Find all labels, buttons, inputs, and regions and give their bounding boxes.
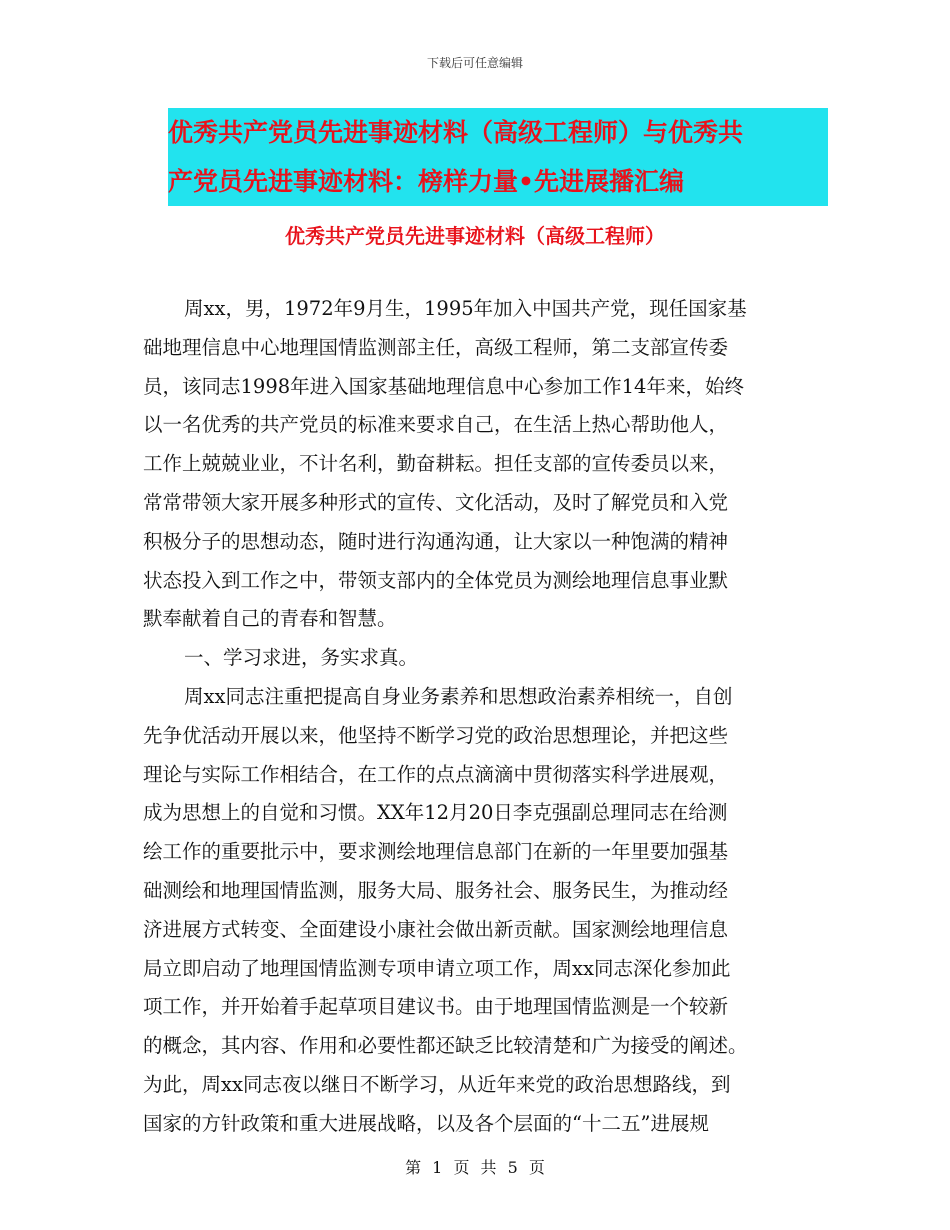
paragraph-line: 默奉献着自己的青春和智慧。 (143, 607, 397, 631)
paragraph-line: 局立即启动了地理国情监测专项申请立项工作，周xx同志深化参加此 (143, 956, 731, 980)
paragraph (143, 290, 813, 639)
paragraph-line: 项工作，并开始着手起草项目建议书。由于地理国情监测是一个较新 (143, 995, 729, 1019)
paragraph-line: 员，该同志1998年进入国家基础地理信息中心参加工作14年来，始终 (143, 374, 744, 398)
title-line-1: 优秀共产党员先进事迹材料（高级工程师）与优秀共 (168, 118, 744, 147)
paragraph (143, 639, 813, 678)
page-footer: 第 1 页 共 5 页 (405, 1158, 545, 1177)
paragraph-line: 周xx同志注重把提高自身业务素养和思想政治素养相统一，自创 (184, 684, 733, 708)
section-heading: 优秀共产党员先进事迹材料（高级工程师） (285, 224, 665, 248)
paragraph-line: 先争优活动开展以来，他坚持不断学习党的政治思想理论，并把这些 (143, 723, 729, 747)
paragraph-line: 一、学习求进，务实求真。 (184, 646, 419, 670)
paragraph-line: 周xx，男，1972年9月生，1995年加入中国共产党，现任国家基 (184, 297, 747, 320)
document-title (168, 108, 828, 206)
paragraph (143, 678, 813, 1144)
paragraph-line: 工作上兢兢业业，不计名利，勤奋耕耘。担任支部的宣传委员以来， (143, 452, 729, 476)
body-text (143, 290, 813, 1144)
paragraph-line: 成为思想上的自觉和习惯。XX年12月20日李克强副总理同志在给测 (143, 801, 728, 825)
paragraph-line: 绘工作的重要批示中，要求测绘地理信息部门在新的一年里要加强基 (143, 840, 729, 864)
paragraph-line: 常常带领大家开展多种形式的宣传、文化活动，及时了解党员和入党 (143, 490, 729, 514)
paragraph-line: 础地理信息中心地理国情监测部主任，高级工程师，第二支部宣传委 (143, 335, 729, 359)
paragraph-line: 状态投入到工作之中，带领支部内的全体党员为测绘地理信息事业默 (143, 568, 729, 592)
paragraph-line: 的概念，其内容、作用和必要性都还缺乏比较清楚和广为接受的阐述。 (143, 1034, 748, 1058)
paragraph-line: 为此，周xx同志夜以继日不断学习，从近年来党的政治思想路线，到 (143, 1072, 731, 1096)
title-line-2: 产党员先进事迹材料：榜样力量•先进展播汇编 (168, 167, 684, 196)
paragraph-line: 理论与实际工作相结合，在工作的点点滴滴中贯彻落实科学进展观， (143, 762, 729, 786)
paragraph-line: 以一名优秀的共产党员的标准来要求自己，在生活上热心帮助他人， (143, 413, 729, 437)
paragraph-line: 济进展方式转变、全面建设小康社会做出新贡献。国家测绘地理信息 (143, 917, 729, 941)
paragraph-line: 国家的方针政策和重大进展战略，以及各个层面的“十二五”进展规 (143, 1111, 709, 1135)
paragraph-line: 积极分子的思想动态，随时进行沟通沟通，让大家以一种饱满的精神 (143, 529, 729, 553)
paragraph-line: 础测绘和地理国情监测，服务大局、服务社会、服务民生，为推动经 (143, 878, 729, 902)
header-note: 下载后可任意编辑 (426, 56, 523, 70)
